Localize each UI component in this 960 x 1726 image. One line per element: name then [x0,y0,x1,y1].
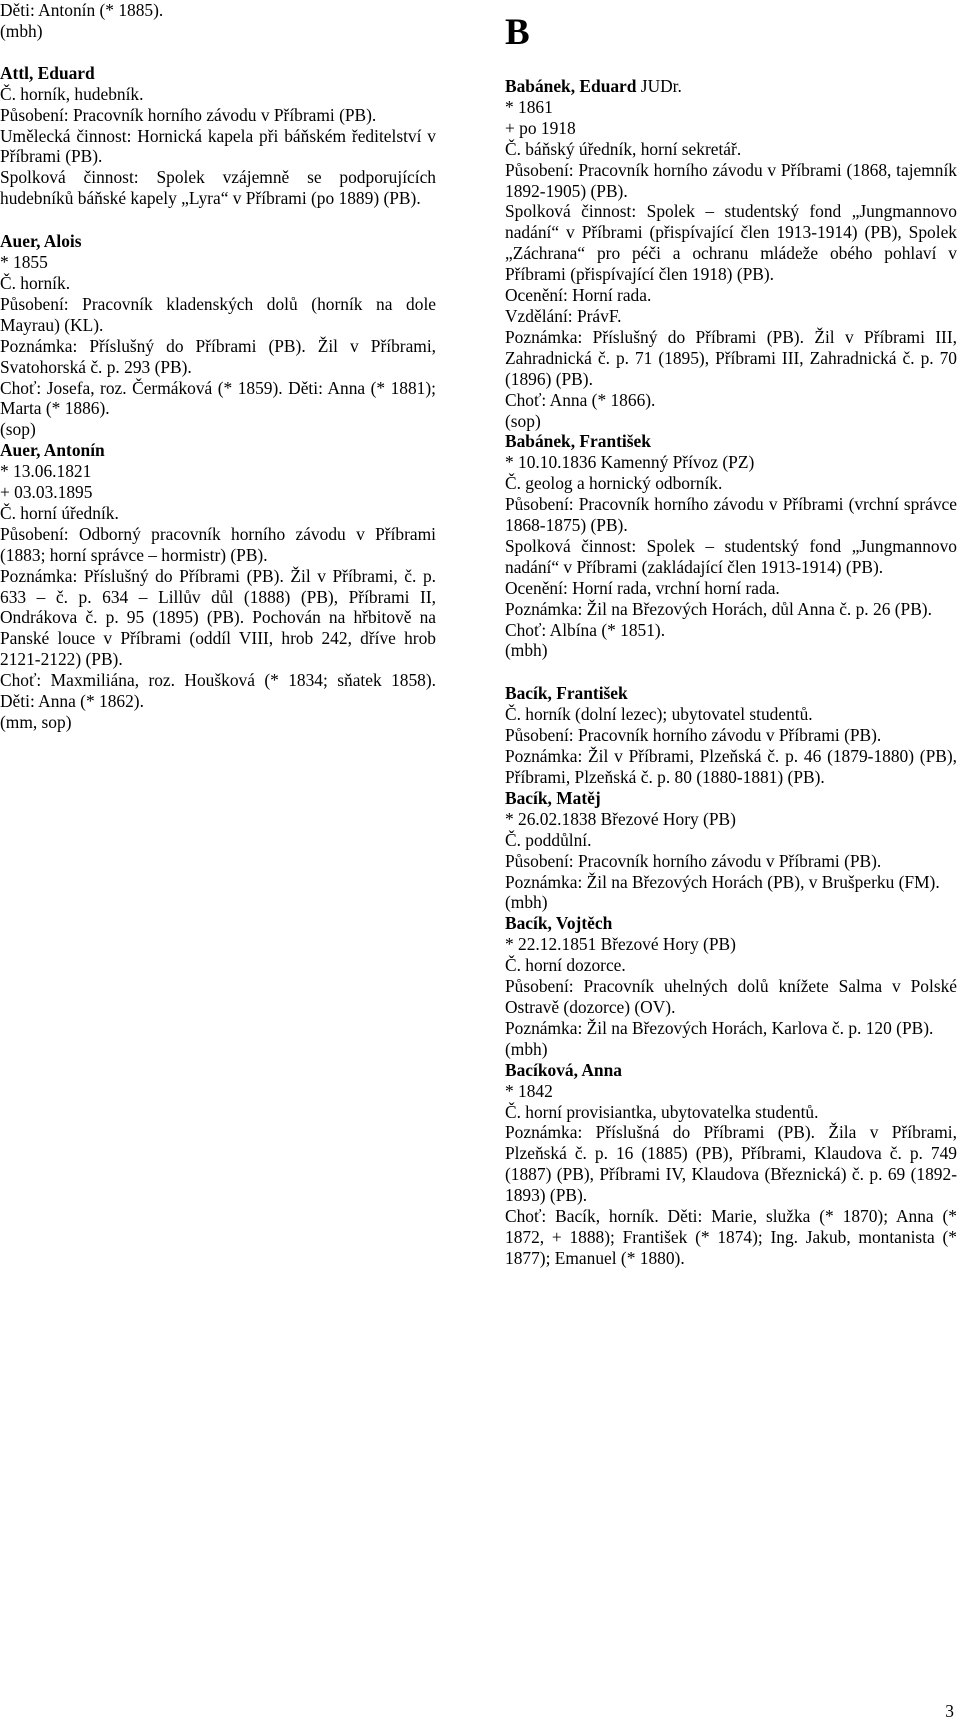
entry-line: (mbh) [505,892,548,913]
left-column [0,0,436,733]
entry-line: Č. horník, hudebník. [0,83,144,104]
entry-line: Působení: Pracovník horního závodu v Příbrami (PB). [505,725,882,746]
entry-line: Č. horní provisiantka, ubytovatelka studentů. [505,1101,819,1122]
entry-line: (sop) [0,419,36,440]
entry-line: Působení: Pracovník horního závodu v Příbrami (PB). [0,104,377,125]
entry-line: * 1861 [505,96,553,117]
entry-line: (mbh) [505,640,548,661]
entry-line: Poznámka: Příslušný do Příbrami (PB). Žil v Příbrami, Svatohorská č. p. 293 (PB). [0,335,436,377]
entry-line: Č. horník. [0,272,71,293]
entry-heading: Attl, Eduard [0,62,95,83]
entry-line: Poznámka: Žil na Březových Horách, Karlova č. p. 120 (PB). [505,1017,934,1038]
entry-line: (sop) [505,410,541,431]
page-number: 3 [945,1701,954,1721]
entry-line: Působení: Pracovník uhelných dolů knížete Salma v Polské Ostravě (dozorce) (OV). [505,976,957,1017]
entry-line: Choť: Anna (* 1866). [505,389,656,410]
section-letter: B [505,12,530,53]
entry-heading: Bacík, Vojtěch [505,913,613,934]
entry-line: Č. horní dozorce. [505,955,626,976]
entry-line: Působení: Pracovník horního závodu v Příbrami (1868, tajemník 1892-1905) (PB). [505,159,957,201]
entry-line: Poznámka: Příslušná do Příbrami (PB). Žila v Příbrami, Plzeňská č. p. 16 (1885) (PB), Příbrami, Klaudova č. p. 749 (1887) (PB), Příbrami IV, Klaudova (Březnická) č. p. 69 (1892-1893) (PB). [505,1122,957,1206]
entry-heading: Babánek, František [505,431,651,452]
entry-title-suffix: JUDr. [640,76,682,96]
paragraph-spacer [0,42,436,63]
entry-line: Ocenění: Horní rada, vrchní horní rada. [505,577,780,598]
entry-line: * 1842 [505,1080,553,1101]
entry-line: * 10.10.1836 Kamenný Přívoz (PZ) [505,452,755,473]
entry-line: Choť: Albína (* 1851). [505,619,666,640]
entry-line: Působení: Odborný pracovník horního závodu v Příbrami (1883; horní správce – hormistr) (PB). [0,523,436,565]
entry-line: Vzdělání: PrávF. [505,305,622,326]
entry-line: Poznámka: Příslušný do Příbrami (PB). Žil v Příbrami, č. p. 633 – č. p. 634 – Lillův důl (1888) (PB), Příbrami II, Ondrákova č. p. 95 (1895) (PB). Pochován na hřbitově na Panské louce v Příbrami (oddíl VIII, hrob 242, dříve hrob 2121-2122) (PB). [0,565,436,670]
entry-line: Poznámka: Žil na Březových Horách, důl Anna č. p. 26 (PB). [505,598,932,619]
entry-line: (mbh) [505,1038,548,1059]
entry-line: + 03.03.1895 [0,482,93,503]
entry-line: Působení: Pracovník kladenských dolů (horník na dole Mayrau) (KL). [0,293,436,335]
entry-line: Ocenění: Horní rada. [505,285,652,306]
entry-line: Č. horní úředník. [0,502,119,523]
entry-line: Poznámka: Příslušný do Příbrami (PB). Žil v Příbrami III, Zahradnická č. p. 71 (1895), Příbrami III, Zahradnická č. p. 70 (1896) (PB). [505,326,957,389]
entry-line: Spolková činnost: Spolek vzájemně se podporujících hudebníků báňské kapely „Lyra“ v Příbrami (po 1889) (PB). [0,167,436,209]
entry-heading: Bacíková, Anna [505,1059,622,1080]
entry-line: Choť: Bacík, horník. Děti: Marie, služka (* 1870); Anna (* 1872, + 1888); František (* 1874); Ing. Jakub, montanista (* 1877); Emanuel (* 1880). [505,1206,957,1268]
entry-line: (mm, sop) [0,712,72,732]
entry-line: Děti: Antonín (* 1885). [0,0,164,20]
entry-heading: Bacík, Matěj [505,787,601,808]
entry-line: Poznámka: Žil na Březových Horách (PB), v Brušperku (FM). [505,871,940,892]
entry-line: + po 1918 [505,117,576,138]
entry-line: Č. horník (dolní lezec); ubytovatel studentů. [505,704,813,725]
right-column-body [505,76,957,1269]
entry-line: Choť: Maxmiliána, roz. Houšková (* 1834; sňatek 1858). Děti: Anna (* 1862). [0,670,436,712]
entry-line: * 1855 [0,252,48,273]
entry-heading: Auer, Antonín [0,440,105,461]
entry-line: Poznámka: Žil v Příbrami, Plzeňská č. p. 46 (1879-1880) (PB), Příbrami, Plzeňská č. p. 80 (1880-1881) (PB). [505,746,957,787]
paragraph-spacer [0,209,436,231]
entry-line: Č. poddůlní. [505,829,592,850]
entry-line: Působení: Pracovník horního závodu v Příbrami (vrchní správce 1868-1875) (PB). [505,494,957,536]
entry-heading: Bacík, František [505,683,628,704]
entry-line: Spolková činnost: Spolek – studentský fond „Jungmannovo nadání“ v Příbrami (zakládající člen 1913-1914) (PB). [505,535,957,577]
entry-line: Č. geolog a hornický odborník. [505,473,723,494]
entry-line: * 13.06.1821 [0,461,92,482]
entry-line: Působení: Pracovník horního závodu v Příbrami (PB). [505,850,882,871]
entry-line: Spolková činnost: Spolek – studentský fond „Jungmannovo nadání“ v Příbrami (přispívající člen 1913-1914) (PB), Spolek „Záchrana“ pro péči a ochranu mládeže obého pohlaví v Příbrami (přispívající člen 1918) (PB). [505,201,957,285]
entry-name: Babánek, Eduard [505,76,641,96]
entry-line: * 22.12.1851 Březové Hory (PB) [505,934,736,955]
entry-line: Č. báňský úředník, horní sekretář. [505,138,742,159]
entry-line: Choť: Josefa, roz. Čermáková (* 1859). Děti: Anna (* 1881); Marta (* 1886). [0,377,436,419]
entry-heading: Auer, Alois [0,231,82,252]
entry-line: Umělecká činnost: Hornická kapela při báňském ředitelství v Příbrami (PB). [0,125,436,167]
entry-heading [505,76,957,97]
right-column [505,0,957,1269]
paragraph-spacer [505,661,957,683]
entry-line: (mbh) [0,20,43,41]
entry-line: * 26.02.1838 Březové Hory (PB) [505,808,736,829]
